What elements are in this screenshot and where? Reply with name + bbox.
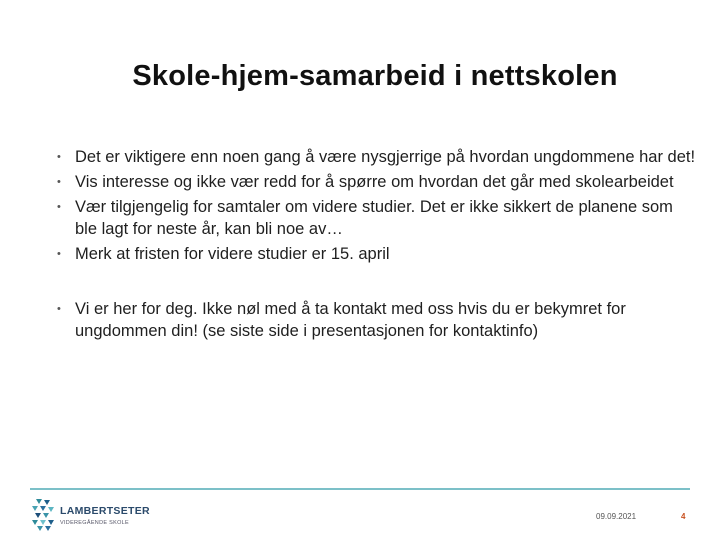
slide-date: 09.09.2021 [596,512,637,521]
bullet-text: Vi er her for deg. Ikke nøl med å ta kontakt med oss hvis du er bekymret for ungdommen din! (se siste side i presentasjonen for kontaktinfo) [75,300,626,340]
bullet-item [56,243,696,265]
footer-divider [30,488,690,490]
page-number: 4 [681,512,686,521]
bullet-text: Merk at fristen for videre studier er 15. april [75,245,390,263]
bullet-icon: • [57,303,61,315]
bullet-icon: • [57,176,61,188]
bullet-item [56,298,696,342]
logo-name: LAMBERTSETER [60,505,150,517]
slide-title: Skole-hjem-samarbeid i nettskolen [132,60,618,92]
bullet-item [56,146,696,168]
bullet-item [56,196,696,240]
bullet-item [56,171,696,193]
bullet-list [56,146,696,345]
bullet-icon: • [57,151,61,163]
bullet-text: Det er viktigere enn noen gang å være nysgjerrige på hvordan ungdommene har det! [75,148,696,166]
logo-subtitle: VIDEREGÅENDE SKOLE [60,520,129,526]
bullet-text: Vis interesse og ikke vær redd for å spørre om hvordan det går med skolearbeidet [75,173,674,191]
bullet-icon: • [57,248,61,260]
bullet-text: Vær tilgjengelig for samtaler om videre studier. Det er ikke sikkert de planene som ble lagt for neste år, kan bli noe av… [75,198,673,238]
logo-mark-icon [30,497,56,533]
school-logo [30,497,170,533]
bullet-icon: • [57,201,61,213]
